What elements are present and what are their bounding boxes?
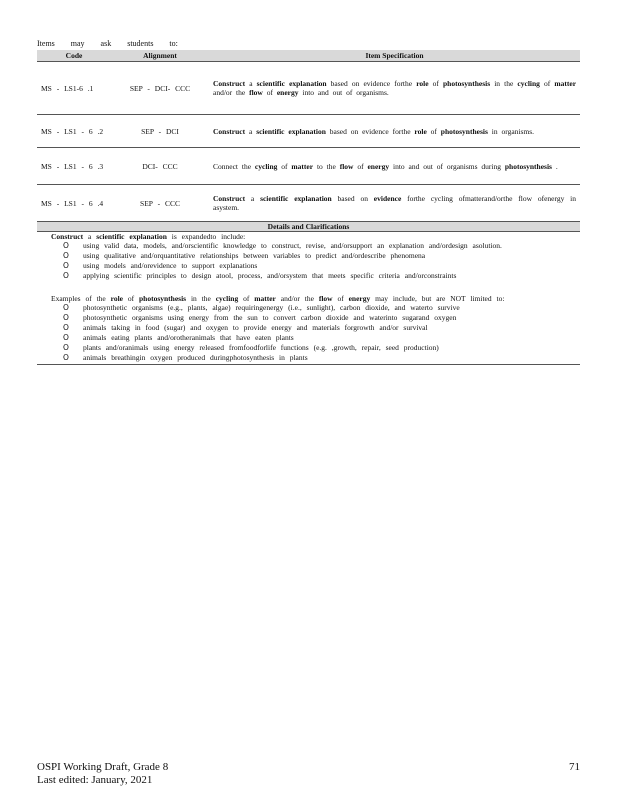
bold-term: matter xyxy=(554,79,577,88)
details-body xyxy=(37,232,580,365)
bold-term: flow xyxy=(249,88,263,97)
details-lead-text xyxy=(51,232,245,241)
bold-term: scientific xyxy=(260,194,289,203)
text-run: based on xyxy=(331,194,374,203)
list-item xyxy=(63,333,576,342)
list-item xyxy=(63,323,576,332)
bold-term: scientific xyxy=(256,79,285,88)
text-run: based on evidence forthe xyxy=(326,79,417,88)
text-run: of xyxy=(539,79,555,88)
circle-bullet-icon: O xyxy=(63,303,69,312)
list-item xyxy=(63,313,576,322)
bold-term: matter xyxy=(291,161,314,171)
text-run: of xyxy=(238,294,255,303)
list-item-text: photosynthetic organisms (e.g., plants, algae) requiringenergy (i.e., sunlight), carbon dioxide, and waterto survive xyxy=(83,303,460,312)
item-spec-table xyxy=(37,50,580,365)
bold-term: Construct xyxy=(213,79,246,88)
footer xyxy=(37,761,168,787)
details-body-row xyxy=(37,232,580,365)
text-run: of xyxy=(122,294,139,303)
text-run: into and out of organisms. xyxy=(298,88,389,97)
bold-term: cycling xyxy=(517,79,540,88)
list-item-text: applying scientific principles to design atool, process, and/orsystem that meets specific criteria and/orconstraints xyxy=(83,271,457,280)
text-run: in the xyxy=(186,294,216,303)
text-run: based on evidence forthe xyxy=(325,126,415,136)
row-code: MS - LS1 - 6 .4 xyxy=(37,185,111,222)
text-run: of xyxy=(426,126,441,136)
bold-term: photosynthesis xyxy=(440,126,488,136)
details-header: Details and Clarifications xyxy=(37,222,580,232)
details-list xyxy=(41,241,576,280)
row-alignment: DCI- CCC xyxy=(111,148,209,185)
text-run: in organisms. xyxy=(487,126,535,136)
bold-term: matter xyxy=(254,294,276,303)
circle-bullet-icon: O xyxy=(63,261,69,270)
bold-term: role xyxy=(416,79,429,88)
row-code: MS - LS1 - 6 .3 xyxy=(37,148,111,185)
list-item xyxy=(63,271,576,280)
bold-term: scientific xyxy=(256,126,285,136)
text-run: a xyxy=(83,232,97,241)
list-item-text: animals breathingin oxygen produced duringphotosynthesis in plants xyxy=(83,353,308,362)
table-row xyxy=(37,62,580,115)
list-item xyxy=(63,353,576,362)
list-item xyxy=(63,261,576,270)
text-run: Connect the xyxy=(213,161,255,171)
bold-term: energy xyxy=(348,294,371,303)
text-run: of xyxy=(428,79,444,88)
row-code: MS - LS1-6 .1 xyxy=(37,62,111,115)
row-alignment: SEP - DCI xyxy=(111,115,209,148)
bold-term: role xyxy=(110,294,123,303)
details-block xyxy=(41,294,576,362)
bold-term: energy xyxy=(367,161,390,171)
text-run: a xyxy=(245,194,261,203)
header-alignment: Alignment xyxy=(111,50,209,62)
details-header-row xyxy=(37,222,580,232)
circle-bullet-icon: O xyxy=(63,251,69,260)
text-run: a xyxy=(245,79,257,88)
circle-bullet-icon: O xyxy=(63,333,69,342)
circle-bullet-icon: O xyxy=(63,353,69,362)
bold-term: cycling xyxy=(215,294,239,303)
details-lead xyxy=(41,294,576,303)
bold-term: photosynthesis xyxy=(138,294,187,303)
header-item-spec: Item Specification xyxy=(209,50,580,62)
circle-bullet-icon: O xyxy=(63,323,69,332)
bold-term: energy xyxy=(276,88,299,97)
list-item xyxy=(63,303,576,312)
footer-edited: Last edited: January, 2021 xyxy=(37,774,153,786)
text-run: in the xyxy=(490,79,518,88)
text-run: to the xyxy=(313,161,340,171)
circle-bullet-icon: O xyxy=(63,313,69,322)
row-spec xyxy=(209,115,580,148)
bold-term: flow xyxy=(318,294,333,303)
text-run: into and out of organisms during xyxy=(389,161,505,171)
details-block xyxy=(41,232,576,280)
table-row xyxy=(37,185,580,222)
text-run: of xyxy=(332,294,349,303)
list-item-text: plants and/oranimals using energy released fromfoodforlife functions (e.g. ,growth, repair, seed production) xyxy=(83,343,439,352)
bold-term: explanation xyxy=(129,232,167,241)
list-item-text: animals taking in food (sugar) and oxygen to provide energy and materials forgrowth and/or survival xyxy=(83,323,428,332)
details-lead-text xyxy=(51,294,504,303)
list-item-text: using valid data, models, and/orscientific knowledge to construct, revise, and/orsupport an explanation and/ordesign asolution. xyxy=(83,241,502,250)
list-item xyxy=(63,251,576,260)
row-alignment: SEP - CCC xyxy=(111,185,209,222)
circle-bullet-icon: O xyxy=(63,241,69,250)
bold-term: flow xyxy=(339,161,354,171)
table-row xyxy=(37,148,580,185)
details-lead xyxy=(41,232,576,241)
bold-term: Construct xyxy=(213,194,246,203)
circle-bullet-icon: O xyxy=(63,271,69,280)
text-run: . xyxy=(551,161,558,171)
list-item xyxy=(63,241,576,250)
text-run: forthe cycling ofmatterand/orthe flow ofenergy in asystem. xyxy=(213,194,577,212)
bold-term: explanation xyxy=(288,126,326,136)
intro-text: Items may ask students to: xyxy=(37,39,178,48)
text-run: may include, but are NOT limited to: xyxy=(370,294,505,303)
header-code: Code xyxy=(37,50,111,62)
list-item-text: using qualitative and/orquantitative relationships between variables to predict and/ordescribe phenomena xyxy=(83,251,426,260)
page-number: 71 xyxy=(569,761,580,773)
row-spec xyxy=(209,185,580,222)
bold-term: Construct xyxy=(213,126,246,136)
row-spec xyxy=(209,148,580,185)
table-row xyxy=(37,115,580,148)
list-item xyxy=(63,343,576,352)
bold-term: Construct xyxy=(51,232,84,241)
bold-term: scientific xyxy=(96,232,125,241)
footer-title: OSPI Working Draft, Grade 8 xyxy=(37,761,169,773)
bold-term: photosynthesis xyxy=(443,79,491,88)
text-run: of xyxy=(353,161,368,171)
bold-term: cycling xyxy=(254,161,278,171)
text-run: a xyxy=(245,126,257,136)
list-item-text: animals eating plants and/orotheranimals that have eaten plants xyxy=(83,333,294,342)
row-spec xyxy=(209,62,580,115)
text-run: and/or the xyxy=(213,88,250,97)
details-list xyxy=(41,303,576,362)
bold-term: evidence xyxy=(373,194,402,203)
text-run: Examples of the xyxy=(51,294,111,303)
text-run: of xyxy=(262,88,277,97)
bold-term: explanation xyxy=(294,194,332,203)
list-item-text: using models and/orevidence to support explanations xyxy=(83,261,258,270)
circle-bullet-icon: O xyxy=(63,343,69,352)
bold-term: photosynthesis xyxy=(504,161,552,171)
row-code: MS - LS1 - 6 .2 xyxy=(37,115,111,148)
list-item-text: photosynthetic organisms using energy from the sun to convert carbon dioxide and waterinto sugarand oxygen xyxy=(83,313,457,322)
text-run: is expandedto include: xyxy=(166,232,246,241)
text-run: of xyxy=(277,161,292,171)
row-alignment: SEP - DCI- CCC xyxy=(111,62,209,115)
bold-term: role xyxy=(414,126,427,136)
table-header-row xyxy=(37,50,580,62)
bold-term: explanation xyxy=(289,79,327,88)
text-run: and/or the xyxy=(275,294,319,303)
